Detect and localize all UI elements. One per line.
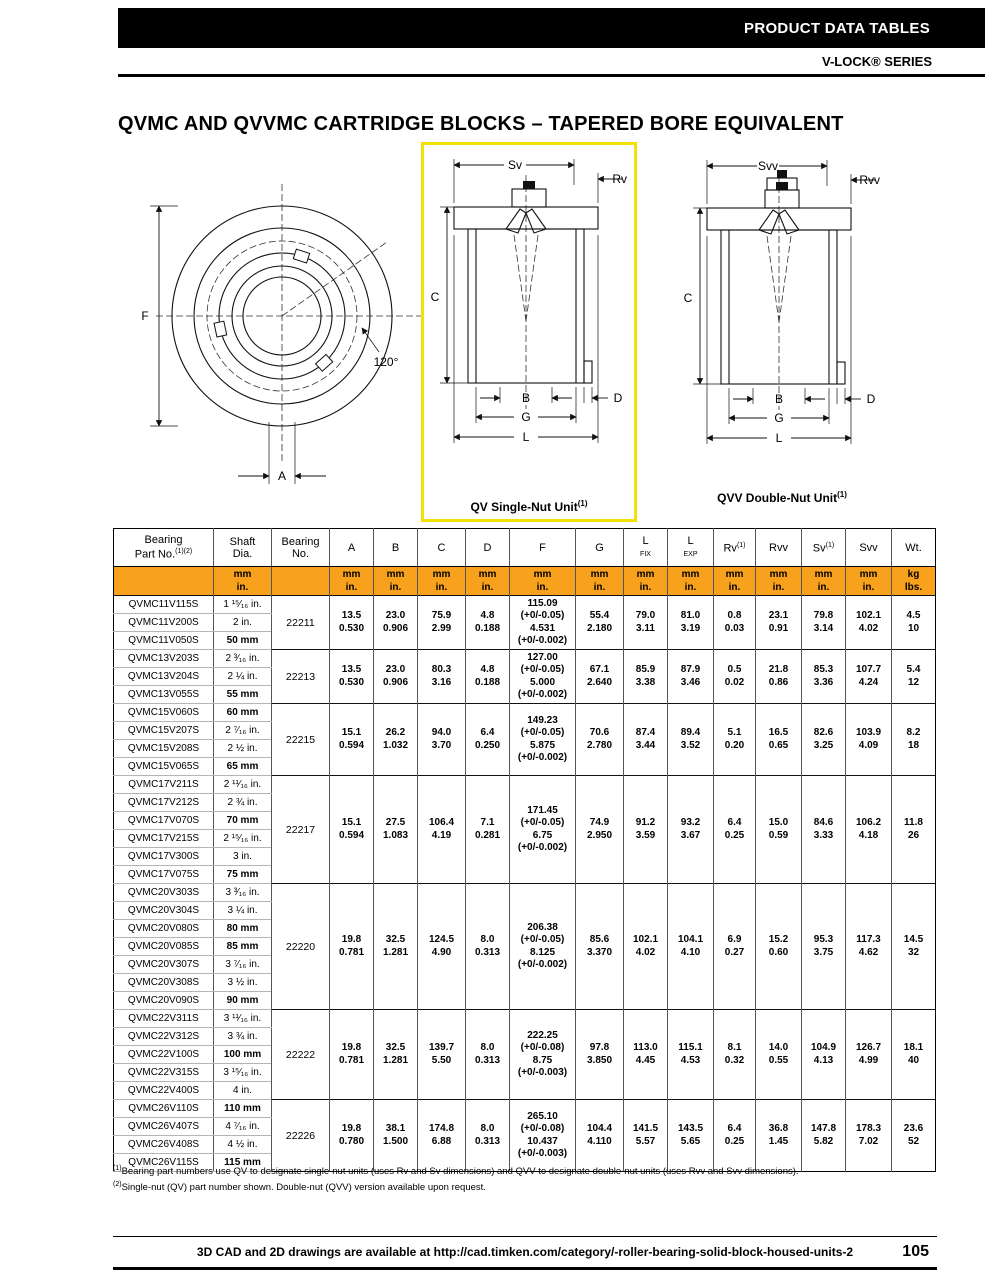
part-number-cell: QVMC20V308S bbox=[114, 974, 214, 992]
part-number-cell: QVMC22V311S bbox=[114, 1010, 214, 1028]
value-cell-c: 106.4 4.19 bbox=[418, 776, 466, 884]
value-cell-c: 94.0 3.70 bbox=[418, 704, 466, 776]
value-cell-rvv: 16.5 0.65 bbox=[756, 704, 802, 776]
dim-label-c: C bbox=[683, 291, 693, 305]
value-cell-f: 171.45 (+0/-0.05) 6.75 (+0/-0.002) bbox=[510, 776, 576, 884]
value-cell-l-exp: 104.1 4.10 bbox=[668, 884, 714, 1010]
shaft-dia-cell: 100 mm bbox=[214, 1046, 272, 1064]
part-number-cell: QVMC13V055S bbox=[114, 686, 214, 704]
part-number-cell: QVMC11V115S bbox=[114, 596, 214, 614]
value-cell-d: 8.0 0.313 bbox=[466, 1100, 510, 1172]
qv-single-nut-highlight-box bbox=[421, 142, 637, 522]
angle-label: 120° bbox=[373, 355, 399, 369]
value-cell-g: 97.8 3.850 bbox=[576, 1010, 624, 1100]
value-cell-l-exp: 143.5 5.65 bbox=[668, 1100, 714, 1172]
value-cell-c: 75.9 2.99 bbox=[418, 596, 466, 650]
shaft-dia-cell: 3 ⁷⁄₁₆ in. bbox=[214, 956, 272, 974]
value-cell-b: 23.0 0.906 bbox=[374, 596, 418, 650]
value-cell-rvv: 15.2 0.60 bbox=[756, 884, 802, 1010]
part-number-cell: QVMC13V203S bbox=[114, 650, 214, 668]
part-number-cell: QVMC15V208S bbox=[114, 740, 214, 758]
value-cell-l-exp: 87.9 3.46 bbox=[668, 650, 714, 704]
dim-label-g: G bbox=[774, 411, 784, 425]
value-cell-l-fix: 113.0 4.45 bbox=[624, 1010, 668, 1100]
shaft-dia-cell: 80 mm bbox=[214, 920, 272, 938]
units-cell-shaft: mm in. bbox=[214, 567, 272, 596]
units-cell-bearing-no bbox=[272, 567, 330, 596]
shaft-dia-cell: 4 ½ in. bbox=[214, 1136, 272, 1154]
value-cell-b: 26.2 1.032 bbox=[374, 704, 418, 776]
col-header-sv: Sv$^{(1)}$ bbox=[802, 529, 846, 567]
product-data-table-wrap bbox=[113, 528, 936, 1172]
value-cell-f: 127.00 (+0/-0.05) 5.000 (+0/-0.002) bbox=[510, 650, 576, 704]
value-cell-wt: 11.8 26 bbox=[892, 776, 936, 884]
part-number-cell: QVMC15V065S bbox=[114, 758, 214, 776]
dim-label-l: L bbox=[522, 430, 530, 444]
col-header-rv: Rv$^{(1)}$ bbox=[714, 529, 756, 567]
dim-label-sv: Sv bbox=[507, 158, 523, 172]
part-number-cell: QVMC17V300S bbox=[114, 848, 214, 866]
part-number-cell: QVMC26V407S bbox=[114, 1118, 214, 1136]
part-number-cell: QVMC20V303S bbox=[114, 884, 214, 902]
part-number-cell: QVMC15V207S bbox=[114, 722, 214, 740]
units-cell-d: mm in. bbox=[466, 567, 510, 596]
value-cell-rvv: 14.0 0.55 bbox=[756, 1010, 802, 1100]
units-cell-g: mm in. bbox=[576, 567, 624, 596]
shaft-dia-cell: 2 ¾ in. bbox=[214, 794, 272, 812]
part-number-cell: QVMC20V304S bbox=[114, 902, 214, 920]
col-header-c: C bbox=[418, 529, 466, 567]
value-cell-g: 55.4 2.180 bbox=[576, 596, 624, 650]
bearing-no-cell: 22215 bbox=[272, 704, 330, 776]
part-number-cell: QVMC17V212S bbox=[114, 794, 214, 812]
col-header-l-fix: L FIX bbox=[624, 529, 668, 567]
col-header-bearing-no: Bearing No. bbox=[272, 529, 330, 567]
qv-caption: QV Single-Nut Unit$^{(1)}$ bbox=[470, 499, 588, 514]
shaft-dia-cell: 2 ¹⁵⁄₁₆ in. bbox=[214, 830, 272, 848]
value-cell-g: 85.6 3.370 bbox=[576, 884, 624, 1010]
value-cell-rvv: 15.0 0.59 bbox=[756, 776, 802, 884]
dim-label-b: B bbox=[521, 391, 531, 405]
col-header-shaft: Shaft Dia. bbox=[214, 529, 272, 567]
units-cell-f: mm in. bbox=[510, 567, 576, 596]
units-cell-sv: mm in. bbox=[802, 567, 846, 596]
part-number-cell: QVMC11V200S bbox=[114, 614, 214, 632]
shaft-dia-cell: 115 mm bbox=[214, 1154, 272, 1172]
series-label: V-LOCK® SERIES bbox=[822, 53, 932, 69]
value-cell-sv: 147.8 5.82 bbox=[802, 1100, 846, 1172]
part-number-cell: QVMC13V204S bbox=[114, 668, 214, 686]
part-number-cell: QVMC26V110S bbox=[114, 1100, 214, 1118]
shaft-dia-cell: 110 mm bbox=[214, 1100, 272, 1118]
part-number-cell: QVMC22V312S bbox=[114, 1028, 214, 1046]
table-row bbox=[114, 1010, 936, 1028]
dim-label-g: G bbox=[521, 410, 531, 424]
value-cell-f: 149.23 (+0/-0.05) 5.875 (+0/-0.002) bbox=[510, 704, 576, 776]
value-cell-sv: 85.3 3.36 bbox=[802, 650, 846, 704]
value-cell-svv: 178.3 7.02 bbox=[846, 1100, 892, 1172]
shaft-dia-cell: 75 mm bbox=[214, 866, 272, 884]
col-header-b: B bbox=[374, 529, 418, 567]
value-cell-rv: 6.4 0.25 bbox=[714, 776, 756, 884]
value-cell-g: 104.4 4.110 bbox=[576, 1100, 624, 1172]
value-cell-f: 222.25 (+0/-0.08) 8.75 (+0/-0.003) bbox=[510, 1010, 576, 1100]
shaft-dia-cell: 4 ⁷⁄₁₆ in. bbox=[214, 1118, 272, 1136]
units-cell-c: mm in. bbox=[418, 567, 466, 596]
value-cell-a: 19.8 0.781 bbox=[330, 1010, 374, 1100]
dim-label-b: B bbox=[774, 392, 784, 406]
dim-label-rv: Rv bbox=[612, 172, 627, 186]
dim-label-f: F bbox=[141, 309, 149, 323]
value-cell-a: 13.5 0.530 bbox=[330, 596, 374, 650]
shaft-dia-cell: 2 ½ in. bbox=[214, 740, 272, 758]
value-cell-b: 27.5 1.083 bbox=[374, 776, 418, 884]
shaft-dia-cell: 3 ¹¹⁄₁₆ in. bbox=[214, 1010, 272, 1028]
shaft-dia-cell: 90 mm bbox=[214, 992, 272, 1010]
col-header-part: Bearing Part No.$^{(1)(2)}$ bbox=[114, 529, 214, 567]
part-number-cell: QVMC11V050S bbox=[114, 632, 214, 650]
value-cell-f: 206.38 (+0/-0.05) 8.125 (+0/-0.002) bbox=[510, 884, 576, 1010]
part-number-cell: QVMC26V115S bbox=[114, 1154, 214, 1172]
value-cell-g: 70.6 2.780 bbox=[576, 704, 624, 776]
bearing-no-cell: 22220 bbox=[272, 884, 330, 1010]
part-number-cell: QVMC17V070S bbox=[114, 812, 214, 830]
col-header-f: F bbox=[510, 529, 576, 567]
shaft-dia-cell: 4 in. bbox=[214, 1082, 272, 1100]
value-cell-c: 80.3 3.16 bbox=[418, 650, 466, 704]
value-cell-rv: 0.5 0.02 bbox=[714, 650, 756, 704]
value-cell-svv: 117.3 4.62 bbox=[846, 884, 892, 1010]
value-cell-wt: 5.4 12 bbox=[892, 650, 936, 704]
units-cell-rv: mm in. bbox=[714, 567, 756, 596]
shaft-dia-cell: 1 ¹⁵⁄₁₆ in. bbox=[214, 596, 272, 614]
shaft-dia-cell: 65 mm bbox=[214, 758, 272, 776]
value-cell-rvv: 36.8 1.45 bbox=[756, 1100, 802, 1172]
value-cell-f: 115.09 (+0/-0.05) 4.531 (+0/-0.002) bbox=[510, 596, 576, 650]
shaft-dia-cell: 3 ¹⁵⁄₁₆ in. bbox=[214, 1064, 272, 1082]
dim-label-rvv: Rvv bbox=[859, 173, 880, 187]
value-cell-c: 174.8 6.88 bbox=[418, 1100, 466, 1172]
shaft-dia-cell: 85 mm bbox=[214, 938, 272, 956]
qvv-double-nut-drawing bbox=[679, 152, 885, 452]
dim-label-d: D bbox=[613, 391, 623, 405]
part-number-cell: QVMC22V315S bbox=[114, 1064, 214, 1082]
value-cell-l-exp: 89.4 3.52 bbox=[668, 704, 714, 776]
value-cell-sv: 82.6 3.25 bbox=[802, 704, 846, 776]
shaft-dia-cell: 70 mm bbox=[214, 812, 272, 830]
shaft-dia-cell: 2 ¼ in. bbox=[214, 668, 272, 686]
part-number-cell: QVMC20V307S bbox=[114, 956, 214, 974]
shaft-dia-cell: 2 ⁷⁄₁₆ in. bbox=[214, 722, 272, 740]
shaft-dia-cell: 3 ¾ in. bbox=[214, 1028, 272, 1046]
value-cell-f: 265.10 (+0/-0.08) 10.437 (+0/-0.003) bbox=[510, 1100, 576, 1172]
col-header-rvv: Rvv bbox=[756, 529, 802, 567]
value-cell-wt: 8.2 18 bbox=[892, 704, 936, 776]
page-title: QVMC AND QVVMC CARTRIDGE BLOCKS – TAPERED BORE EQUIVALENT bbox=[118, 113, 844, 135]
footnote-2: $^{(2)}$Single-nut (QV) part number shown. Double-nut (QVV) version available upon request. bbox=[113, 1181, 486, 1194]
units-cell-part bbox=[114, 567, 214, 596]
col-header-d: D bbox=[466, 529, 510, 567]
qvv-double-nut-figure bbox=[662, 152, 902, 505]
value-cell-l-fix: 79.0 3.11 bbox=[624, 596, 668, 650]
shaft-dia-cell: 2 ¹¹⁄₁₆ in. bbox=[214, 776, 272, 794]
value-cell-sv: 79.8 3.14 bbox=[802, 596, 846, 650]
diagrams-section bbox=[0, 140, 1000, 530]
units-cell-l-fix: mm in. bbox=[624, 567, 668, 596]
bearing-no-cell: 22211 bbox=[272, 596, 330, 650]
dim-label-a: A bbox=[277, 469, 287, 483]
value-cell-wt: 14.5 32 bbox=[892, 884, 936, 1010]
part-number-cell: QVMC15V060S bbox=[114, 704, 214, 722]
value-cell-b: 38.1 1.500 bbox=[374, 1100, 418, 1172]
page-number: 105 bbox=[902, 1243, 929, 1260]
value-cell-sv: 104.9 4.13 bbox=[802, 1010, 846, 1100]
footer-cad-note: 3D CAD and 2D drawings are available at http://cad.timken.com/category/-roller-bearing-solid-block-housed-units-2 bbox=[196, 1245, 854, 1259]
part-number-cell: QVMC20V090S bbox=[114, 992, 214, 1010]
table-row bbox=[114, 1100, 936, 1118]
shaft-dia-cell: 3 ³⁄₁₆ in. bbox=[214, 884, 272, 902]
value-cell-svv: 126.7 4.99 bbox=[846, 1010, 892, 1100]
part-number-cell: QVMC22V400S bbox=[114, 1082, 214, 1100]
units-cell-svv: mm in. bbox=[846, 567, 892, 596]
table-row bbox=[114, 884, 936, 902]
value-cell-l-exp: 81.0 3.19 bbox=[668, 596, 714, 650]
shaft-dia-cell: 3 ½ in. bbox=[214, 974, 272, 992]
dim-label-c: C bbox=[430, 290, 440, 304]
col-header-g: G bbox=[576, 529, 624, 567]
part-number-cell: QVMC20V080S bbox=[114, 920, 214, 938]
part-number-cell: QVMC17V211S bbox=[114, 776, 214, 794]
product-data-table bbox=[113, 528, 936, 1172]
value-cell-c: 139.7 5.50 bbox=[418, 1010, 466, 1100]
part-number-cell: QVMC26V408S bbox=[114, 1136, 214, 1154]
series-label-bar bbox=[118, 48, 985, 77]
value-cell-rvv: 23.1 0.91 bbox=[756, 596, 802, 650]
value-cell-rv: 0.8 0.03 bbox=[714, 596, 756, 650]
table-row bbox=[114, 650, 936, 668]
value-cell-l-exp: 115.1 4.53 bbox=[668, 1010, 714, 1100]
table-row bbox=[114, 776, 936, 794]
value-cell-rv: 6.4 0.25 bbox=[714, 1100, 756, 1172]
col-header-svv: Svv bbox=[846, 529, 892, 567]
value-cell-a: 19.8 0.780 bbox=[330, 1100, 374, 1172]
banner-title: PRODUCT DATA TABLES bbox=[744, 19, 930, 37]
shaft-dia-cell: 50 mm bbox=[214, 632, 272, 650]
value-cell-b: 32.5 1.281 bbox=[374, 884, 418, 1010]
dim-label-l: L bbox=[775, 431, 783, 445]
value-cell-l-fix: 141.5 5.57 bbox=[624, 1100, 668, 1172]
value-cell-svv: 106.2 4.18 bbox=[846, 776, 892, 884]
value-cell-sv: 95.3 3.75 bbox=[802, 884, 846, 1010]
bearing-no-cell: 22213 bbox=[272, 650, 330, 704]
value-cell-d: 4.8 0.188 bbox=[466, 650, 510, 704]
table-header-row bbox=[114, 529, 936, 567]
table-row bbox=[114, 704, 936, 722]
shaft-dia-cell: 2 ³⁄₁₆ in. bbox=[214, 650, 272, 668]
dim-label-d: D bbox=[866, 392, 876, 406]
shaft-dia-cell: 55 mm bbox=[214, 686, 272, 704]
value-cell-svv: 102.1 4.02 bbox=[846, 596, 892, 650]
footnote-1: $^{(1)}$Bearing part numbers use QV to designate single-nut units (uses Rv and Sv dimensions) and QVV to designate double-nut units (uses Rvv and Svv dimensions). bbox=[113, 1165, 799, 1178]
part-number-cell: QVMC20V085S bbox=[114, 938, 214, 956]
front-view-drawing bbox=[132, 170, 432, 515]
value-cell-g: 67.1 2.640 bbox=[576, 650, 624, 704]
value-cell-d: 7.1 0.281 bbox=[466, 776, 510, 884]
units-cell-l-exp: mm in. bbox=[668, 567, 714, 596]
value-cell-svv: 107.7 4.24 bbox=[846, 650, 892, 704]
col-header-wt: Wt. bbox=[892, 529, 936, 567]
value-cell-sv: 84.6 3.33 bbox=[802, 776, 846, 884]
value-cell-svv: 103.9 4.09 bbox=[846, 704, 892, 776]
value-cell-c: 124.5 4.90 bbox=[418, 884, 466, 1010]
header-banner bbox=[118, 8, 985, 48]
value-cell-wt: 18.1 40 bbox=[892, 1010, 936, 1100]
value-cell-d: 8.0 0.313 bbox=[466, 1010, 510, 1100]
value-cell-b: 32.5 1.281 bbox=[374, 1010, 418, 1100]
value-cell-l-fix: 91.2 3.59 bbox=[624, 776, 668, 884]
table-row bbox=[114, 596, 936, 614]
value-cell-l-fix: 102.1 4.02 bbox=[624, 884, 668, 1010]
units-cell-b: mm in. bbox=[374, 567, 418, 596]
value-cell-a: 15.1 0.594 bbox=[330, 704, 374, 776]
value-cell-wt: 23.6 52 bbox=[892, 1100, 936, 1172]
value-cell-a: 15.1 0.594 bbox=[330, 776, 374, 884]
footer-bar bbox=[113, 1236, 937, 1270]
value-cell-d: 4.8 0.188 bbox=[466, 596, 510, 650]
value-cell-l-exp: 93.2 3.67 bbox=[668, 776, 714, 884]
bearing-no-cell: 22217 bbox=[272, 776, 330, 884]
qv-single-nut-drawing bbox=[426, 151, 632, 451]
units-cell-wt: kg lbs. bbox=[892, 567, 936, 596]
part-number-cell: QVMC22V100S bbox=[114, 1046, 214, 1064]
bearing-no-cell: 22222 bbox=[272, 1010, 330, 1100]
part-number-cell: QVMC17V075S bbox=[114, 866, 214, 884]
value-cell-rv: 5.1 0.20 bbox=[714, 704, 756, 776]
value-cell-b: 23.0 0.906 bbox=[374, 650, 418, 704]
col-header-l-exp: L EXP bbox=[668, 529, 714, 567]
qvv-caption: QVV Double-Nut Unit$^{(1)}$ bbox=[717, 490, 847, 505]
value-cell-a: 19.8 0.781 bbox=[330, 884, 374, 1010]
col-header-a: A bbox=[330, 529, 374, 567]
units-cell-a: mm in. bbox=[330, 567, 374, 596]
value-cell-d: 6.4 0.250 bbox=[466, 704, 510, 776]
value-cell-a: 13.5 0.530 bbox=[330, 650, 374, 704]
shaft-dia-cell: 60 mm bbox=[214, 704, 272, 722]
units-cell-rvv: mm in. bbox=[756, 567, 802, 596]
part-number-cell: QVMC17V215S bbox=[114, 830, 214, 848]
value-cell-d: 8.0 0.313 bbox=[466, 884, 510, 1010]
value-cell-l-fix: 85.9 3.38 bbox=[624, 650, 668, 704]
shaft-dia-cell: 3 ¼ in. bbox=[214, 902, 272, 920]
value-cell-g: 74.9 2.950 bbox=[576, 776, 624, 884]
value-cell-wt: 4.5 10 bbox=[892, 596, 936, 650]
value-cell-rv: 8.1 0.32 bbox=[714, 1010, 756, 1100]
shaft-dia-cell: 2 in. bbox=[214, 614, 272, 632]
value-cell-rv: 6.9 0.27 bbox=[714, 884, 756, 1010]
dim-label-svv: Svv bbox=[757, 159, 779, 173]
table-units-row bbox=[114, 567, 936, 596]
bearing-no-cell: 22226 bbox=[272, 1100, 330, 1172]
footnotes bbox=[113, 1162, 937, 1194]
shaft-dia-cell: 3 in. bbox=[214, 848, 272, 866]
value-cell-l-fix: 87.4 3.44 bbox=[624, 704, 668, 776]
value-cell-rvv: 21.8 0.86 bbox=[756, 650, 802, 704]
